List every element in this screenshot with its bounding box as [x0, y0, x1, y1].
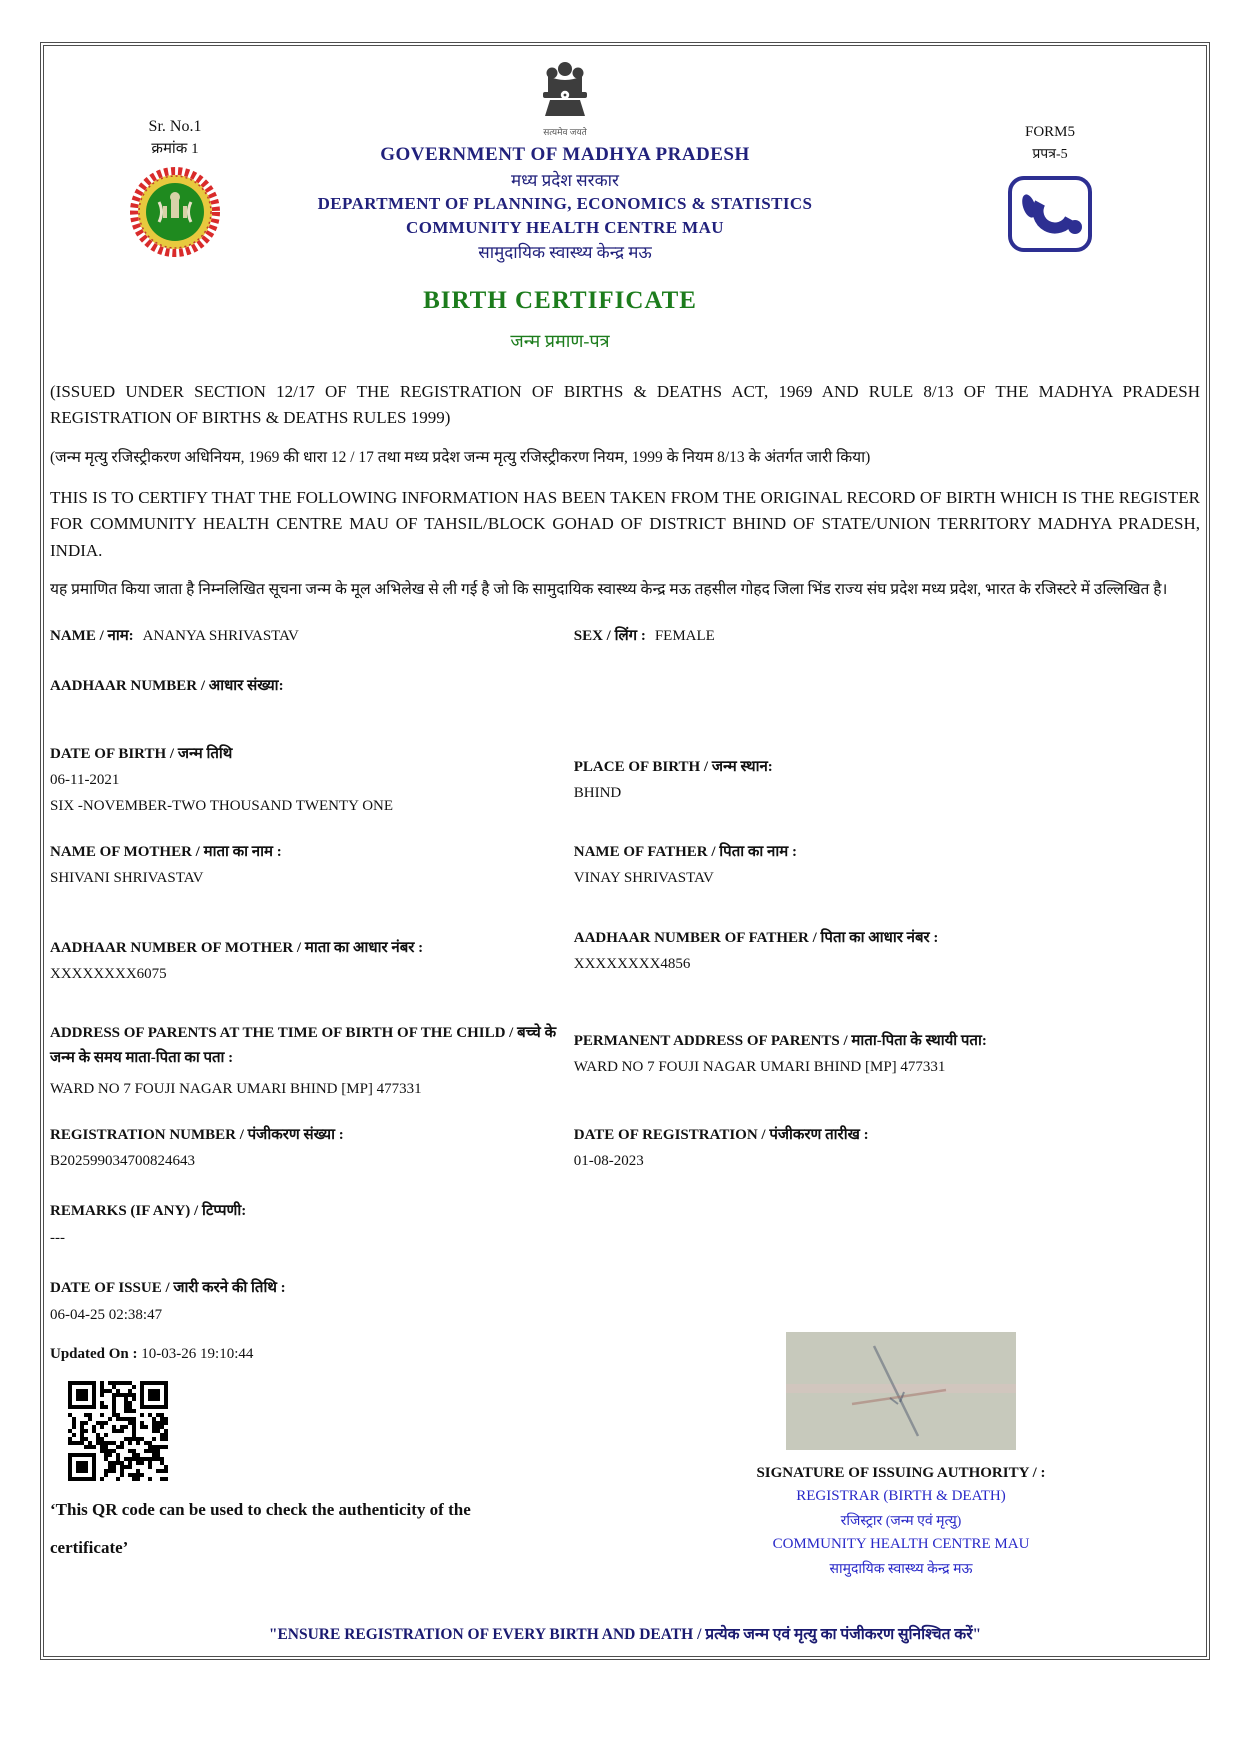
- field-father-aadhaar: [574, 927, 1200, 983]
- dob-value: 06-11-2021: [50, 771, 120, 788]
- registration-number-value: B202599034700824643: [50, 1152, 196, 1169]
- father-name-label: NAME OF FATHER / पिता का नाम :: [573, 843, 797, 860]
- address-row: [50, 1021, 1200, 1098]
- remarks-value: ---: [50, 1229, 65, 1246]
- health-centre-line: COMMUNITY HEALTH CENTRE MAU: [406, 218, 724, 237]
- certificate-title: BIRTH CERTIFICATE: [423, 287, 697, 314]
- qr-column: [50, 1346, 602, 1578]
- certificate-frame: [40, 42, 1210, 1660]
- form-number: FORM5: [1024, 124, 1076, 140]
- field-sex: [574, 625, 1200, 645]
- field-date-of-birth: [50, 743, 562, 815]
- name-sex-row: [50, 625, 1200, 645]
- name-value: ANANYA SHRIVASTAV: [142, 627, 299, 644]
- field-aadhaar: [50, 675, 562, 695]
- signature-line-centre: COMMUNITY HEALTH CENTRE MAU: [772, 1535, 1030, 1552]
- issued-under-text-hindi: (जन्म मृत्यु रजिस्ट्रीकरण अधिनियम, 1969 की धारा 12 / 17 तथा मध्य प्रदेश जन्म मृत्यु रजिस्ट्रीकरण नियम, 1999 के नियम 8/13 के अंतर्गत जारी किया): [50, 448, 871, 466]
- field-birth-address: [50, 1021, 562, 1098]
- permanent-address-label: PERMANENT ADDRESS OF PARENTS / माता-पिता के स्थायी पता:: [573, 1032, 987, 1049]
- updated-on-label: Updated On :: [50, 1345, 138, 1362]
- field-mother-aadhaar: [50, 927, 562, 983]
- government-line: GOVERNMENT OF MADHYA PRADESH: [380, 144, 750, 165]
- ensure-registration-line: "ENSURE REGISTRATION OF EVERY BIRTH AND DEATH / प्रत्येक जन्म एवं मृत्यु का पंजीकरण सुनिश्चित करें": [268, 1626, 982, 1643]
- serial-block: [50, 52, 300, 263]
- field-issue-date: [50, 1277, 1200, 1324]
- dob-words: SIX -NOVEMBER-TWO THOUSAND TWENTY ONE: [50, 797, 394, 814]
- emblem-caption: सत्यमेव जयते: [543, 127, 587, 137]
- mother-name-value: SHIVANI SHRIVASTAV: [50, 869, 204, 886]
- bottom-section: [50, 1346, 1200, 1578]
- signature-heading: SIGNATURE OF ISSUING AUTHORITY / :: [756, 1464, 1046, 1481]
- aadhaar-row: [50, 675, 1200, 695]
- certify-text: THIS IS TO CERTIFY THAT THE FOLLOWING INFORMATION HAS BEEN TAKEN FROM THE ORIGINAL RECORD OF BIRTH WHICH IS THE REGISTER FOR COMMUNITY HEALTH CENTRE MAU OF TAHSIL/BLOCK GOHAD OF DISTRICT BHIND OF STATE/UNION TERRITORY MADHYA PRADESH, INDIA.: [50, 487, 1200, 560]
- parents-aadhaar-row: [50, 927, 1200, 983]
- permanent-address-value: WARD NO 7 FOUJI NAGAR UMARI BHIND [MP] 477331: [573, 1058, 946, 1075]
- registration-row: [50, 1124, 1200, 1170]
- qr-note: ‘This QR code can be used to check the authenticity of the certificate’: [50, 1499, 471, 1558]
- field-remarks: [50, 1200, 1200, 1247]
- serial-number-hindi: क्रमांक 1: [151, 141, 199, 157]
- field-place-of-birth: [574, 743, 1200, 815]
- issue-date-label: DATE OF ISSUE / जारी करने की तिथि :: [50, 1279, 286, 1296]
- aadhaar-label: AADHAAR NUMBER / आधार संख्या:: [50, 677, 284, 694]
- field-permanent-address: [574, 1021, 1200, 1098]
- birth-address-value: WARD NO 7 FOUJI NAGAR UMARI BHIND [MP] 477331: [50, 1080, 422, 1097]
- remarks-label: REMARKS (IF ANY) / टिप्पणी:: [50, 1202, 247, 1219]
- department-line: DEPARTMENT OF PLANNING, ECONOMICS & STATISTICS: [317, 194, 813, 213]
- pob-value: BHIND: [573, 784, 622, 801]
- issued-under-text: (ISSUED UNDER SECTION 12/17 OF THE REGISTRATION OF BIRTHS & DEATHS ACT, 1969 AND RULE 8/13 OF THE MADHYA PRADESH REGISTRATION OF BIRTHS & DEATHS RULES 1999): [50, 382, 1200, 428]
- updated-on-value: 10-03-26 19:10:44: [141, 1345, 254, 1362]
- registration-number-label: REGISTRATION NUMBER / पंजीकरण संख्या :: [50, 1126, 344, 1143]
- name-label: NAME / नाम:: [50, 627, 134, 644]
- parents-name-row: [50, 841, 1200, 887]
- father-name-value: VINAY SHRIVASTAV: [573, 869, 714, 886]
- crs-logo-icon: [1007, 175, 1093, 253]
- issue-date-value: 06-04-25 02:38:47: [50, 1306, 163, 1323]
- certify-text-hindi: यह प्रमाणित किया जाता है निम्नलिखित सूचना जन्म के मूल अभिलेख से ली गई है जो कि सामुदायिक स्वास्थ्य केन्द्र मऊ तहसील गोहद जिला भिंड राज्य संघ प्रदेश मध्य प्रदेश, भारत के रजिस्टरे में उल्लिखित है।: [50, 580, 1168, 598]
- mother-name-label: NAME OF MOTHER / माता का नाम :: [50, 843, 282, 860]
- birth-row: [50, 743, 1200, 815]
- signature-line-registrar: REGISTRAR (BIRTH & DEATH): [796, 1487, 1006, 1504]
- field-father-name: [574, 841, 1200, 887]
- mp-state-seal-icon: [129, 166, 221, 258]
- registration-date-label: DATE OF REGISTRATION / पंजीकरण तारीख :: [573, 1126, 869, 1143]
- signature-line-centre-hindi: सामुदायिक स्वास्थ्य केन्द्र मऊ: [829, 1561, 973, 1577]
- signature-image: [786, 1332, 1016, 1450]
- father-aadhaar-value: XXXXXXXX4856: [573, 955, 691, 972]
- birth-address-label: ADDRESS OF PARENTS AT THE TIME OF BIRTH OF THE CHILD / बच्चे के जन्म के समय माता-पिता का पता :: [50, 1024, 557, 1067]
- field-updated-on: [50, 1346, 602, 1363]
- form-number-hindi: प्रपत्र-5: [1032, 147, 1068, 162]
- field-name: [50, 625, 562, 645]
- father-aadhaar-label: AADHAAR NUMBER OF FATHER / पिता का आधार नंबर :: [573, 929, 939, 946]
- mother-aadhaar-value: XXXXXXXX6075: [50, 965, 167, 982]
- registration-date-value: 01-08-2023: [573, 1152, 644, 1169]
- serial-number: Sr. No.1: [148, 118, 202, 135]
- field-mother-name: [50, 841, 562, 887]
- national-emblem-icon: [538, 60, 592, 122]
- signature-column: [602, 1346, 1200, 1578]
- field-registration-number: [50, 1124, 562, 1170]
- mother-aadhaar-label: AADHAAR NUMBER OF MOTHER / माता का आधार नंबर :: [50, 939, 424, 956]
- qr-code: [68, 1381, 168, 1481]
- header: [50, 46, 1200, 263]
- government-line-hindi: मध्य प्रदेश सरकार: [510, 171, 620, 190]
- form-block: [900, 52, 1200, 263]
- header-center: [300, 52, 900, 263]
- certificate-title-hindi: जन्म प्रमाण-पत्र: [510, 331, 610, 351]
- health-centre-line-hindi: सामुदायिक स्वास्थ्य केन्द्र मऊ: [478, 243, 652, 262]
- field-registration-date: [574, 1124, 1200, 1170]
- pob-label: PLACE OF BIRTH / जन्म स्थान:: [573, 758, 773, 775]
- sex-label: SEX / लिंग :: [573, 627, 646, 644]
- dob-label: DATE OF BIRTH / जन्म तिथि: [50, 745, 233, 762]
- signature-line-registrar-hindi: रजिस्ट्रार (जन्म एवं मृत्यु): [840, 1513, 962, 1529]
- sex-value: FEMALE: [654, 627, 715, 644]
